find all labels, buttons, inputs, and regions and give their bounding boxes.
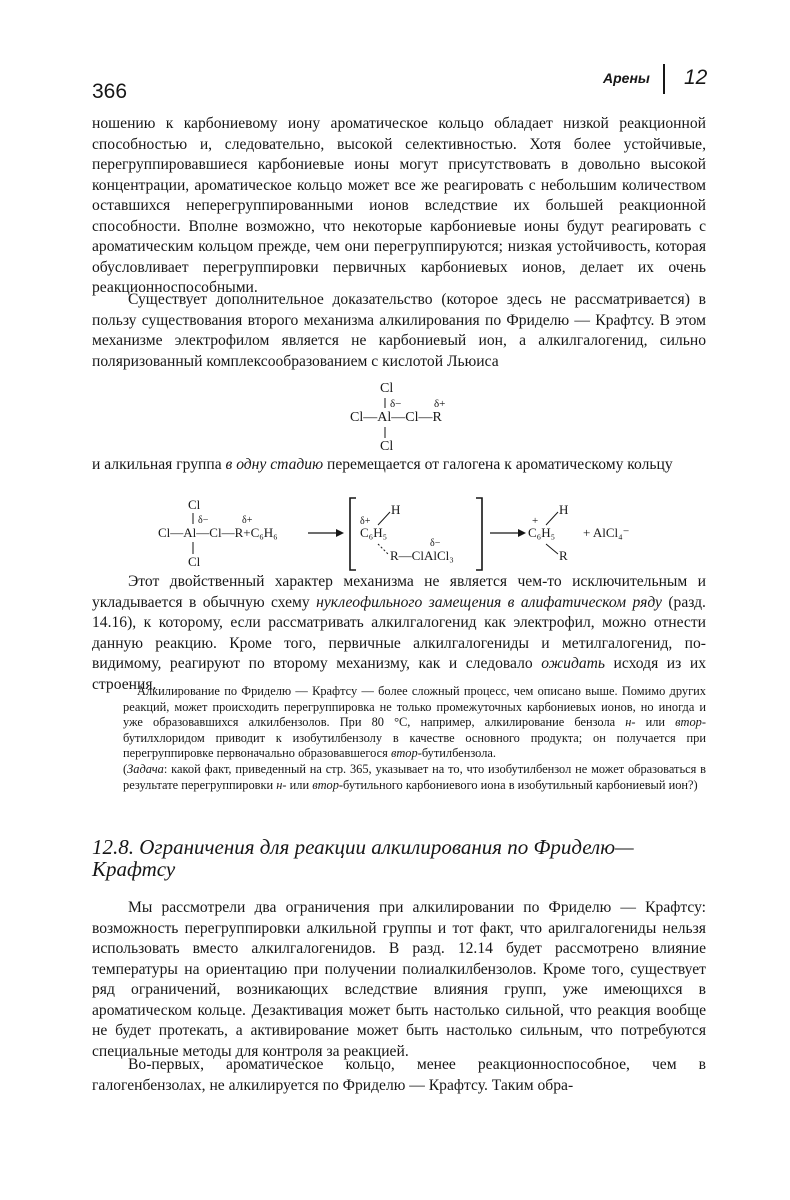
paragraph-4: Этот двойственный характер механизма не является чем-то исключительным и укладывается в обычную схему нуклеофильного замещения в алифатическом ряду (разд. 14.16), к которому, если рассматривать алкилгалогенид как электрофил, можно отнести данную реакцию. Кроме того, первичные алкилгалогениды и метилгалогенид, по-видимому, реагируют по второму механизму, как и следовало ожидать исходя из их строения. xyxy=(92,573,706,693)
running-head-chapter: 12 xyxy=(684,66,708,89)
complex-delta-plus: δ+ xyxy=(434,398,446,410)
ts-delta-plus: δ+ xyxy=(360,516,371,527)
ts-h: H xyxy=(391,502,401,517)
complex-main-chain: Cl—Al—Cl—R xyxy=(350,410,442,425)
complex-cl-top: Cl xyxy=(380,381,394,396)
product-plus: + xyxy=(532,515,539,527)
ts-bond-h xyxy=(378,512,390,525)
running-head-section: Арены xyxy=(603,70,650,86)
product-anion: + AlCl₄⁻ xyxy=(583,525,630,540)
reagent-main-chain: Cl—Al—Cl—R+C₆H₆ xyxy=(158,525,278,540)
note-block: Алкилирование по Фриделю — Крафтсу — более сложный процесс, чем описано выше. Помимо других реакций, может происходить перегруппировка не только промежуточных карбониевых ионов, но иногда и уже образовавшихся алкилбензолов. При 80 °С, например, алкилирование бензола н- или втор-бутилхлоридом приводит к изобутилбензолу в качестве основного продукта; он получается при перегруппировке первоначально образовавшегося втор-бутилбензола. (Задача: какой факт, приведенный на стр. 365, указывает на то, что изобутилбензол не может образоваться в результате перегруппировки н- или втор-бутильного карбониевого иона в изобутильный карбониевый ион?) xyxy=(123,684,707,792)
page-number: 366 xyxy=(92,80,128,103)
ts-bond-r xyxy=(378,544,388,554)
ts-c6h5: C₆H₅ xyxy=(360,525,388,540)
reaction-arrow-2-head xyxy=(518,529,526,537)
complex-delta-minus: δ− xyxy=(390,398,402,410)
complex-cl-bottom: Cl xyxy=(380,439,394,454)
paragraph-5: Мы рассмотрели два ограничения при алкилировании по Фриделю — Крафтсу: возможность перегруппировки алкильной группы и тот факт, что арилгалогениды нельзя использовать вместо алкилгалогенидов. В разд. 12.14 будет рассмотрено влияние температуры на ориентацию при получении полиалкилбензолов. Кроме того, существует ряд ограничений, возникающих вследствие влияния групп, уже имеющихся в ароматическом кольце. Дезактивация может быть настолько сильной, что реакция вообще не будет протекать, а активирование может быть настолько сильным, что потребуются специальные методы для контроля за реакцией. xyxy=(92,899,706,1060)
reagent-cl-top: Cl xyxy=(188,497,201,512)
reagent-delta-plus: δ+ xyxy=(242,515,253,526)
header-divider xyxy=(663,64,665,94)
paragraph-3: и алкильная группа в одну стадию перемещается от галогена к ароматическому кольцу xyxy=(92,456,673,473)
reaction-arrow-1-head xyxy=(336,529,344,537)
lewis-acid-complex-structure xyxy=(330,376,490,456)
task-note: (Задача: какой факт, приведенный на стр. 365, указывает на то, что изобутилбензол не может образоваться в результате перегруппировки н- или втор-бутильного карбониевого иона в изобутильный карбониевый ион?) xyxy=(123,761,706,792)
product-bond-r xyxy=(546,544,558,554)
product-c6h5: C₆H₅ xyxy=(528,525,556,540)
section-title: 12.8. Ограничения для реакции алкилирования по Фриделю—Крафтсу xyxy=(92,835,634,881)
product-bond-h xyxy=(546,512,558,525)
ts-bracket-left xyxy=(350,498,356,570)
paragraph-1: ношению к карбониевому иону ароматическое кольцо обладает низкой реакционной способностью и, следовательно, высокой селективностью. Хотя более устойчивые, перегруппировавшиеся карбониевые ионы могут присутствовать в довольно высокой концентрации, ароматическое кольцо может все же реагировать с небольшим количеством оставшихся неперегруппированными ионов вследствие их большей реакционной способности. Вполне возможно, что некоторые карбониевые ионы будут реагировать с ароматическим кольцом прежде, чем они перегруппируются; низкая устойчивость, которая обусловливает перегруппировки первичных карбониевых ионов, делает их очень реакционноспособными. xyxy=(92,115,706,296)
product-h: H xyxy=(559,502,569,517)
paragraph-6: Во-первых, ароматическое кольцо, менее реакционноспособное, чем в галогенбензолах, не алкилируется по Фриделю — Крафтсу. Таким обра- xyxy=(92,1056,706,1094)
reagent-cl-bottom: Cl xyxy=(188,554,201,569)
paragraph-2: Существует дополнительное доказательство (которое здесь не рассматривается) в пользу существования второго механизма алкилирования по Фриделю — Крафтсу. В этом механизме электрофилом является не карбониевый ион, а алкилгалогенид, сильно поляризованный комплексообразованием с кислотой Льюиса xyxy=(92,291,706,370)
product-r: R xyxy=(559,548,568,563)
reaction-scheme xyxy=(150,492,690,574)
ts-delta-minus: δ− xyxy=(430,538,441,549)
ts-bracket-right xyxy=(476,498,482,570)
reagent-delta-minus: δ− xyxy=(198,515,209,526)
ts-r-complex: R—ClAlCl₃ xyxy=(390,548,454,563)
